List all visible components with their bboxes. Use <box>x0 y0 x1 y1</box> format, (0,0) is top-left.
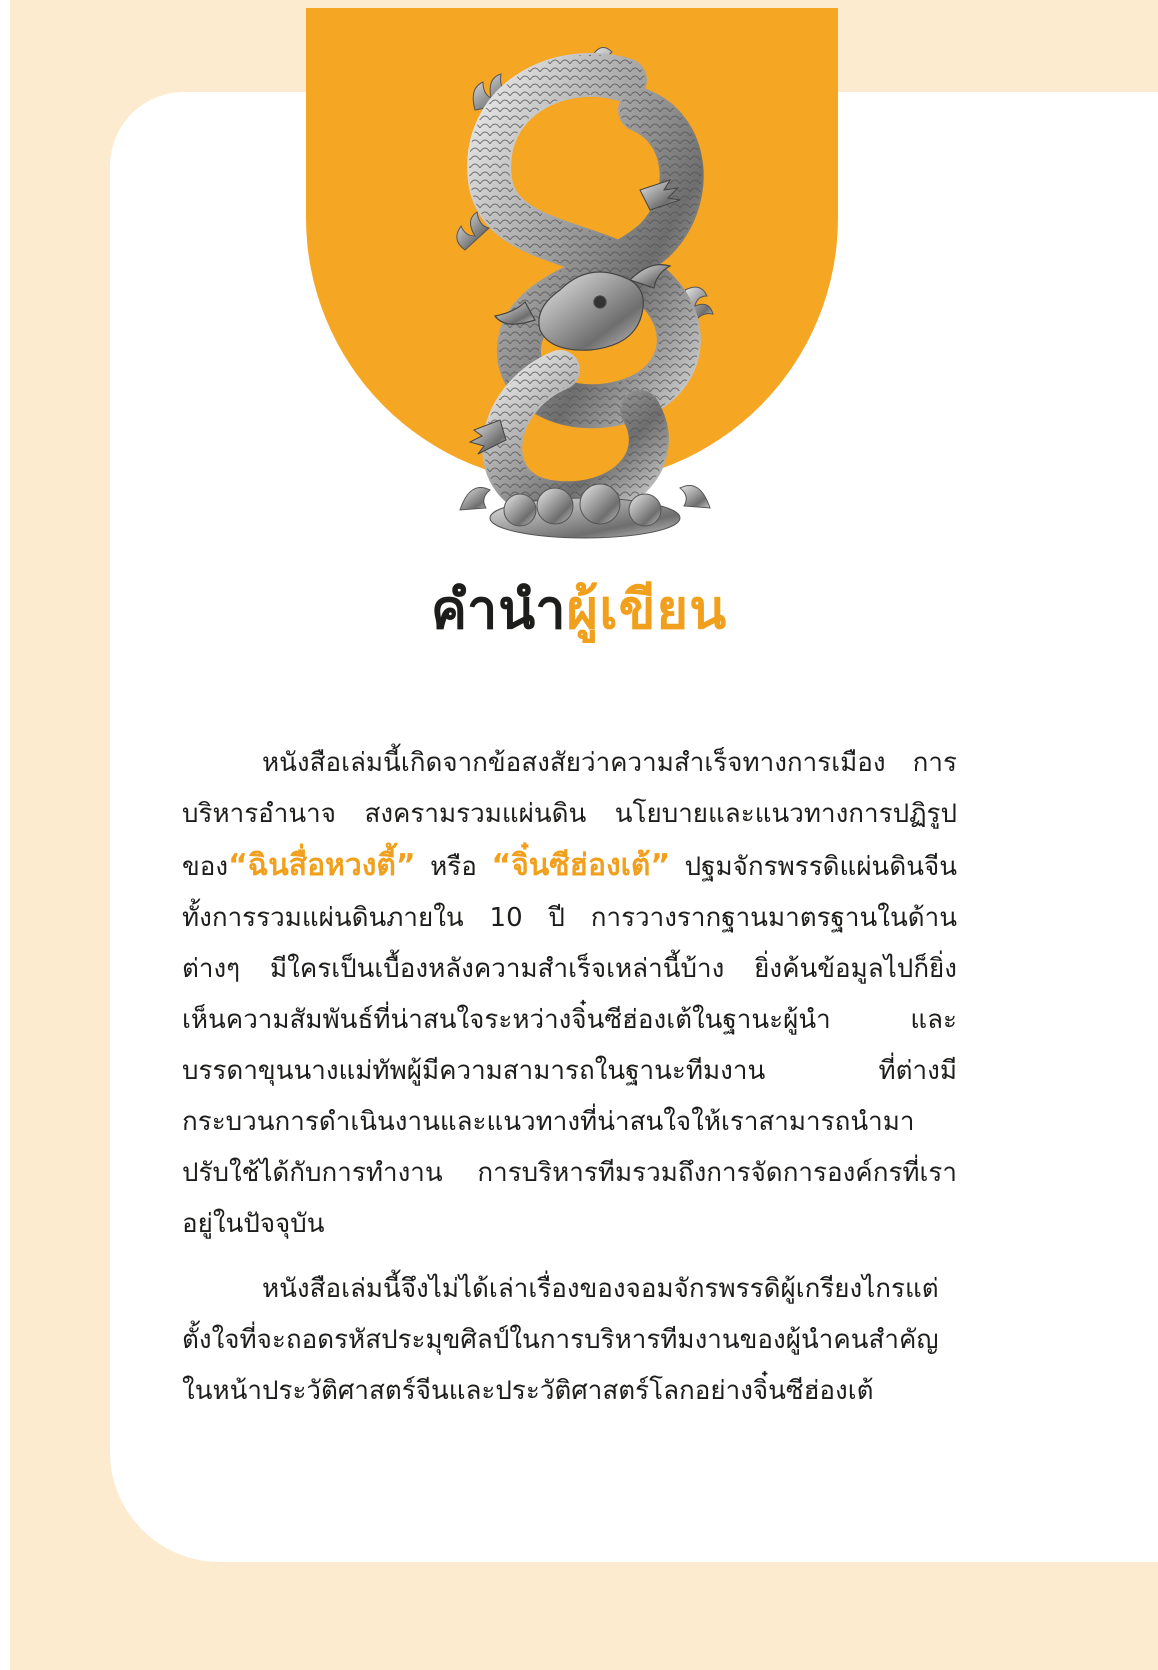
title-part-1: คำนำ <box>430 578 567 641</box>
page-edge <box>0 0 10 1670</box>
page-title <box>0 570 1158 650</box>
paragraph-1-text-c: ปฐมจักรพรรดิแผ่นดินจีน ทั้งการรวมแผ่นดินภายใน 10 ปี การวางรากฐานมาตรฐานในด้านต่างๆ มีใครเป็นเบื้องหลังความสำเร็จเหล่านี้บ้าง ยิ่งค้นข้อมูลไปก็ยิ่งเห็นความสัมพันธ์ที่น่าสนใจระหว่างจิ๋นซีฮ่องเต้ในฐานะผู้นำ และบรรดาขุนนางแม่ทัพผู้มีความสามารถในฐานะทีมงาน ที่ต่างมีกระบวนการดำเนินงานและแนวทางที่น่าสนใจให้เราสามารถนำมาปรับใช้ได้กับการทำงาน การบริหารทีมรวมถึงการจัดการองค์กรที่เราอยู่ในปัจจุบัน <box>182 852 957 1239</box>
paragraph-1 <box>182 738 957 1250</box>
highlight-name-1: “ฉินสื่อหวงตี้” <box>228 848 416 883</box>
highlight-name-2: “จิ๋นซีฮ่องเต้” <box>491 848 671 883</box>
title-part-2: ผู้เขียน <box>566 578 728 641</box>
dragon-icon <box>440 40 730 550</box>
paragraph-1-text-b: หรือ <box>415 852 492 882</box>
paragraph-1-text-a: หนังสือเล่มนี้เกิดจากข้อสงสัยว่าความสำเร็จทางการเมือง การบริหารอำนาจ สงครามรวมแผ่นดิน นโยบายและแนวทางการปฏิรูปของ <box>182 748 957 882</box>
body-text <box>182 738 957 1417</box>
dragon-illustration <box>440 40 730 550</box>
paragraph-2: หนังสือเล่มนี้จึงไม่ได้เล่าเรื่องของจอมจักรพรรดิผู้เกรียงไกรแต่ตั้งใจที่จะถอดรหัสประมุขศิลป์ในการบริหารทีมงานของผู้นำคนสำคัญในหน้าประวัติศาสตร์จีนและประวัติศาสตร์โลกอย่างจิ๋นซีฮ่องเต้ <box>182 1274 939 1406</box>
